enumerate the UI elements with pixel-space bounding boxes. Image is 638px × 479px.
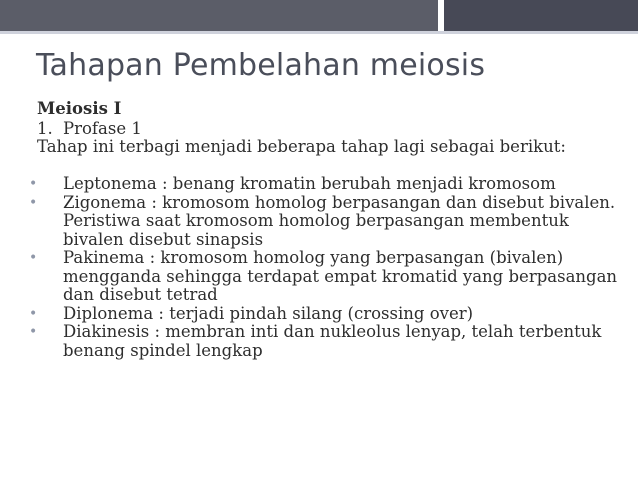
list-item-text: Pakinema : kromosom homolog yang berpasangan (bivalen) mengganda sehingga terdapat empat kromatid yang berpasangan dan disebut tetrad: [63, 248, 618, 304]
slide-content: [29, 99, 629, 360]
list-item: [29, 248, 629, 305]
description-text: Tahap ini terbagi menjadi beberapa tahap lagi sebagai berikut:: [37, 137, 566, 156]
list-item-text: Diplonema : terjadi pindah silang (crossing over): [63, 303, 474, 323]
list-item-text: Leptonema : benang kromatin berubah menjadi kromosom: [63, 174, 556, 193]
header-bar: [0, 0, 638, 31]
list-item: [29, 174, 629, 194]
bullet-icon: •: [29, 324, 38, 340]
header-accent-line: [0, 31, 638, 34]
header-bar-right: [444, 0, 638, 31]
section-heading: Meiosis I: [37, 99, 122, 118]
list-item: [29, 303, 629, 324]
stage-list: [29, 174, 629, 360]
bullet-icon: •: [29, 176, 38, 192]
slide-title: Tahapan Pembelahan meiosis: [36, 48, 486, 83]
header-bar-left: [0, 0, 438, 31]
numbered-item: [37, 120, 629, 139]
bullet-icon: •: [29, 305, 38, 322]
bullet-icon: •: [29, 250, 38, 266]
list-item-text: Zigonema : kromosom homolog berpasangan dan disebut bivalen. Peristiwa saat kromosom homolog berpasangan membentuk bivalen disebut sinapsis: [63, 192, 616, 249]
list-item: [29, 192, 629, 250]
list-item: [29, 322, 629, 360]
list-item-text: Diakinesis : membran inti dan nukleolus lenyap, telah terbentuk benang spindel lengkap: [63, 322, 602, 360]
item-label: Profase 1: [63, 118, 142, 138]
item-number: 1.: [37, 118, 53, 138]
bullet-icon: •: [29, 194, 38, 211]
